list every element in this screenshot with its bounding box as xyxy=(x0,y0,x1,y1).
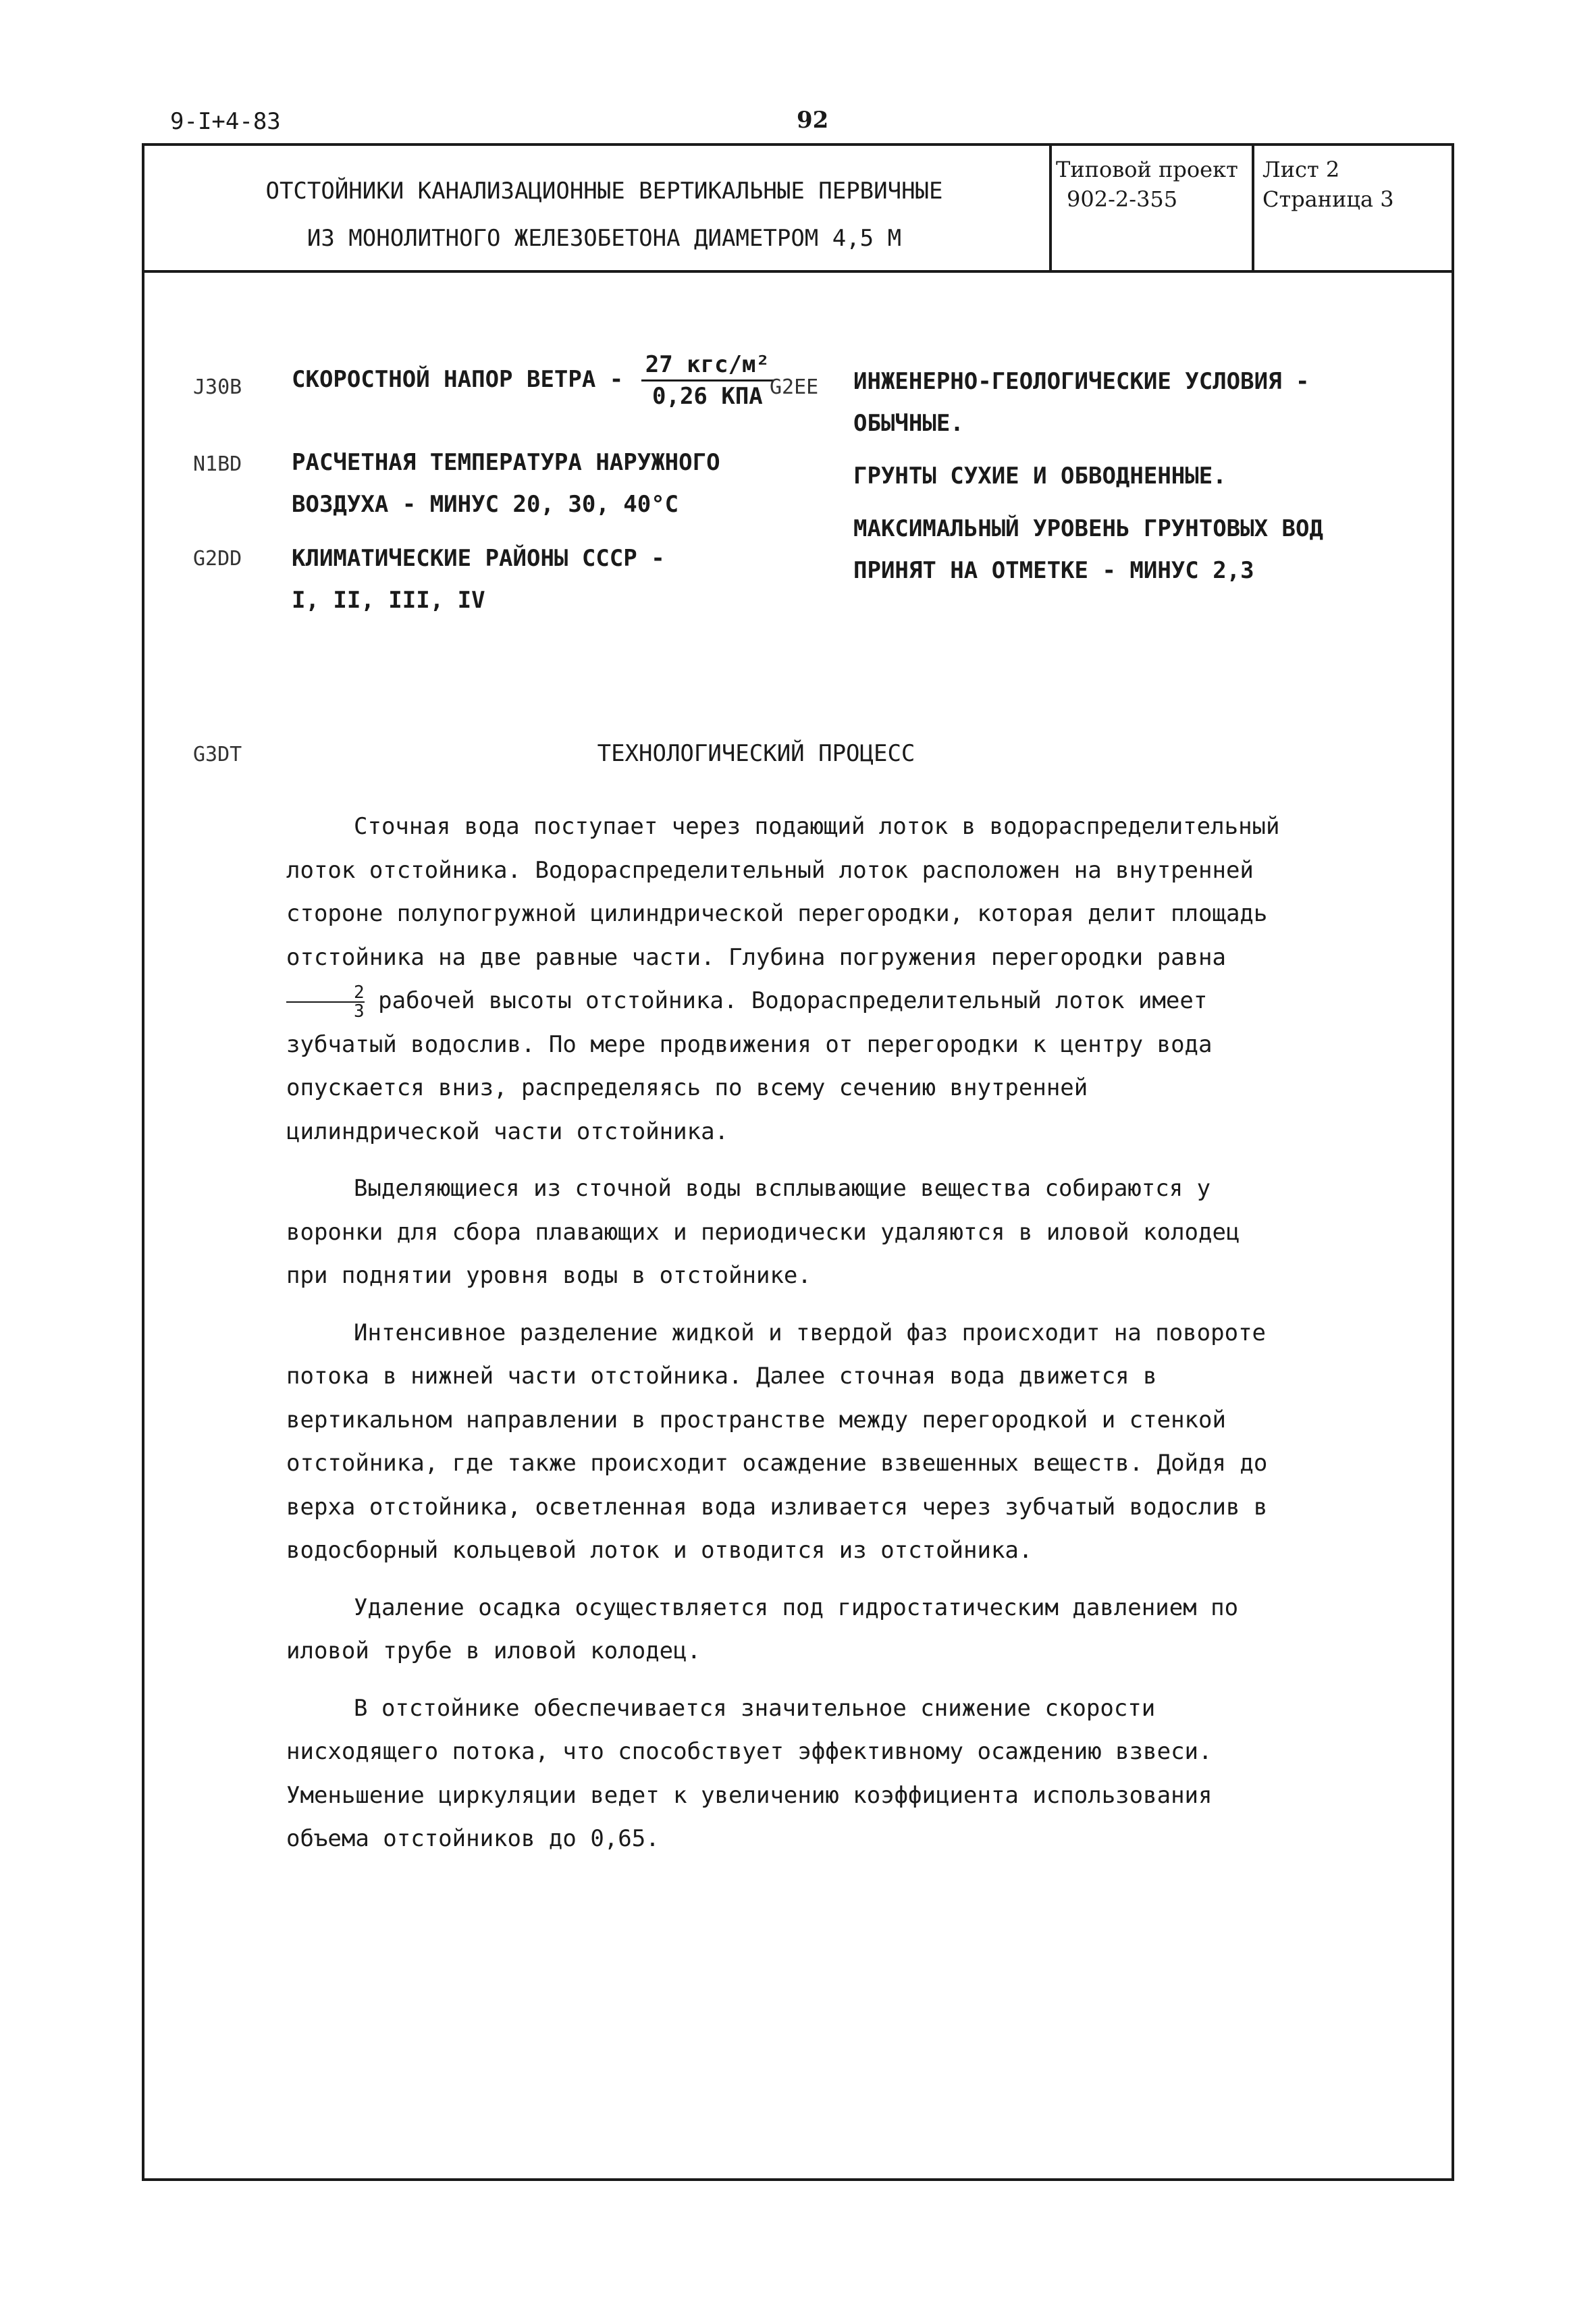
param-temperature-line-1: РАСЧЕТНАЯ ТЕМПЕРАТУРА НАРУЖНОГО xyxy=(292,449,720,476)
param-geology-line-3: ГРУНТЫ СУХИЕ И ОБВОДНЕННЫЕ. xyxy=(853,463,1227,490)
page-label: Страница 3 xyxy=(1262,186,1394,212)
param-geology-line-1: ИНЖЕНЕРНО-ГЕОЛОГИЧЕСКИЕ УСЛОВИЯ - xyxy=(853,368,1310,395)
param-climate-line-1: КЛИМАТИЧЕСКИЕ РАЙОНЫ СССР - xyxy=(292,545,665,572)
depth-fraction-denominator: 3 xyxy=(354,1001,365,1022)
project-number: 902-2-355 xyxy=(1067,186,1178,212)
param-code-temperature: N1BD xyxy=(193,452,242,476)
param-geology-line-4: МАКСИМАЛЬНЫЙ УРОВЕНЬ ГРУНТОВЫХ ВОД xyxy=(853,515,1323,542)
paragraph-2: Выделяющиеся из сточной воды всплывающие вещества собираются у воронки для сбора плавающих и периодически удаляются в иловой колодец при поднятии уровня воды в отстойнике. xyxy=(286,1175,1240,1289)
param-wind-pressure xyxy=(292,350,774,411)
wind-fraction-denominator: 0,26 КПА xyxy=(652,383,763,410)
paragraph-1 xyxy=(286,805,1292,1153)
paragraph-1-part-b: рабочей высоты отстойника. Водораспределительный лоток имеет зубчатый водослив. По мере продвижения от перегородки к центру вода опускается вниз, распределяясь по всему сечению внутренней цилиндрической части отстойника. xyxy=(286,987,1213,1145)
wind-fraction-numerator: 27 кгс/м² xyxy=(641,350,774,382)
param-geology-line-5: ПРИНЯТ НА ОТМЕТКЕ - МИНУС 2,3 xyxy=(853,557,1254,584)
page-number: 92 xyxy=(797,107,829,134)
header-column-divider-2 xyxy=(1252,143,1254,273)
document-code: 9-I+4-83 xyxy=(170,108,281,135)
param-code-geology: G2EE xyxy=(770,375,819,399)
wind-fraction xyxy=(641,350,774,411)
section-code: G3DT xyxy=(193,743,242,766)
param-code-wind: J30B xyxy=(193,375,242,399)
paragraph-3: Интенсивное разделение жидкой и твердой фаз происходит на повороте потока в нижней части отстойника. Далее сточная вода движется в вертикальном направлении в пространстве между перегородкой и стенкой отстойника, где также происходит осаждение взвешенных веществ. Дойдя до верха отстойника, осветленная вода изливается через зубчатый водослив в водосборный кольцевой лоток и отводится из отстойника. xyxy=(286,1319,1268,1564)
header-divider xyxy=(142,270,1454,273)
param-temperature xyxy=(292,442,720,525)
depth-fraction-numerator: 2 xyxy=(286,984,365,1003)
param-wind-label: СКОРОСТНОЙ НАПОР ВЕТРА - xyxy=(292,366,624,393)
depth-fraction xyxy=(286,984,365,1020)
section-title: ТЕХНОЛОГИЧЕСКИЙ ПРОЦЕСС xyxy=(597,740,915,767)
title-line-1: ОТСТОЙНИКИ КАНАЛИЗАЦИОННЫЕ ВЕРТИКАЛЬНЫЕ ПЕРВИЧНЫЕ xyxy=(265,178,943,205)
project-label: Типовой проект xyxy=(1056,157,1238,182)
body-text xyxy=(286,805,1292,1874)
document-title xyxy=(169,167,1040,262)
param-climate-line-2: I, II, III, IV xyxy=(292,587,485,614)
param-temperature-line-2: ВОЗДУХА - МИНУС 20, 30, 40°С xyxy=(292,491,679,518)
sheet-number: Лист 2 xyxy=(1262,157,1340,182)
paragraph-5: В отстойнике обеспечивается значительное снижение скорости нисходящего потока, что способствует эффективному осаждению взвеси. Уменьшение циркуляции ведет к увеличению коэффициента использования объема отстойников до 0,65. xyxy=(286,1694,1213,1852)
title-line-2: ИЗ МОНОЛИТНОГО ЖЕЛЕЗОБЕТОНА ДИАМЕТРОМ 4,5 М xyxy=(307,225,902,252)
param-climate xyxy=(292,537,665,621)
header-column-divider-1 xyxy=(1049,143,1052,273)
param-geology xyxy=(853,361,1323,591)
paragraph-1-part-a: Сточная вода поступает через подающий лоток в водораспределительный лоток отстойника. Водораспределительный лоток расположен на внутренней стороне полупогружной цилиндрической перегородки, которая делит площадь отстойника на две равные части. Глубина погружения перегородки равна xyxy=(286,813,1280,971)
param-geology-line-2: ОБЫЧНЫЕ. xyxy=(853,410,964,437)
param-code-climate: G2DD xyxy=(193,547,242,571)
paragraph-4: Удаление осадка осуществляется под гидростатическим давлением по иловой трубе в иловой колодец. xyxy=(286,1594,1239,1664)
